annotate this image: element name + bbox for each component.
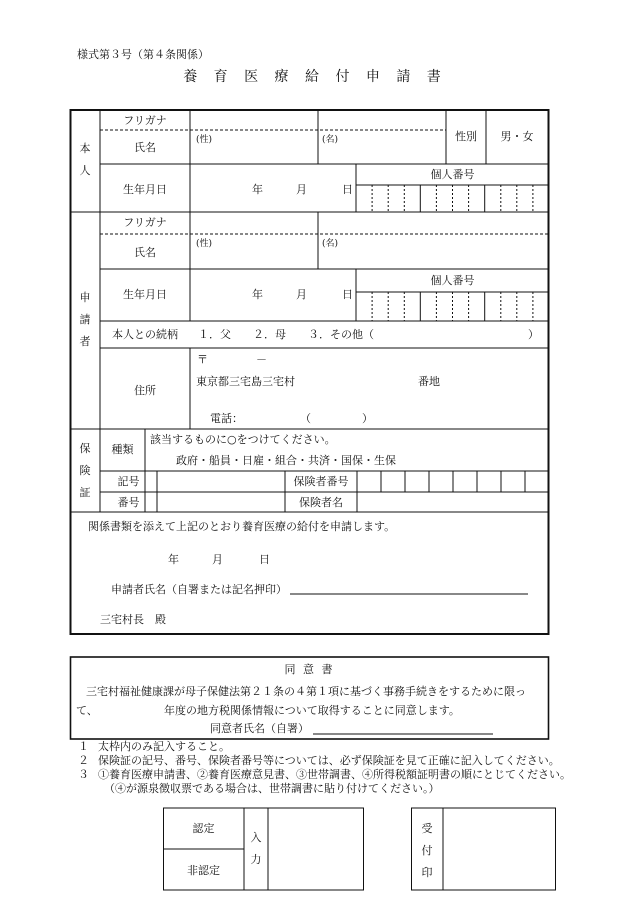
note-number: １ [78, 740, 89, 753]
hokensho-section-label: 保険証 [79, 442, 91, 499]
application-month: 月 [212, 553, 223, 566]
postal-mark: 〒 [197, 353, 208, 366]
phone-close-paren: ） [362, 412, 373, 425]
shinseisha-dob-month: 月 [296, 288, 307, 301]
applicant-sign-field[interactable] [290, 580, 528, 594]
address-prefix: 東京都三宅島三宅村 [196, 375, 295, 388]
shinseisha-furigana-label: フリガナ [123, 216, 167, 229]
relation-options[interactable]: １．父 ２．母 ３．その他（ [198, 328, 374, 341]
insurance-symbol-label: 記号 [117, 475, 140, 488]
address-banchi: 番地 [418, 375, 440, 388]
insurer-name-label: 保険者名 [299, 496, 343, 509]
address-input[interactable] [300, 373, 410, 387]
shinseisha-dob-day: 日 [342, 288, 353, 301]
note-number: ３ [78, 768, 89, 781]
insurance-number-label: 番号 [117, 496, 140, 509]
honnin-dob-year: 年 [252, 183, 263, 196]
consent-fiscal-year-field[interactable] [100, 702, 160, 716]
consent-sign-label: 同意者氏名（自署） [210, 722, 309, 735]
form-number: 様式第３号（第４条関係） [77, 48, 209, 61]
office-not-approved: 非認定 [187, 864, 220, 877]
honnin-sex-label: 性別 [455, 130, 477, 143]
insurance-type-instruction: 該当するものに○をつけてください。 [150, 433, 336, 446]
application-statement: 関係書類を添えて上記のとおり養育医療の給付を申請します。 [88, 520, 396, 533]
honnin-dob-day: 日 [342, 183, 353, 196]
page-title: 養 育 医 療 給 付 申 請 書 [183, 69, 447, 85]
honnin-mynumber-label: 個人番号 [430, 168, 475, 181]
postal-dash: － [256, 353, 267, 366]
shinseisha-dob-year: 年 [252, 288, 263, 301]
consent-sign-field[interactable] [313, 720, 493, 734]
addressee: 三宅村長 殿 [100, 613, 166, 626]
note-text: 保険証の記号、番号、保険者番号等については、必ず保険証を見て正確に記入してください。 [98, 754, 560, 767]
insurance-type-options[interactable]: 政府・船員・日雇・組合・共済・国保・生保 [176, 454, 396, 467]
honnin-section-label: 本人 [79, 142, 91, 177]
honnin-dob-label: 生年月日 [123, 183, 167, 196]
honnin-name-label: 氏名 [134, 141, 156, 154]
honnin-mei: (名) [322, 135, 339, 145]
consent-title: 同 意 書 [284, 663, 335, 676]
shinseisha-sei: (性) [196, 239, 213, 249]
application-day: 日 [259, 553, 270, 566]
note-number: ２ [78, 754, 89, 767]
application-year: 年 [168, 553, 179, 566]
honnin-sei: (性) [196, 135, 213, 145]
insurance-symbol-field[interactable] [158, 473, 284, 491]
shinseisha-name-label: 氏名 [134, 246, 156, 259]
insurer-number-label: 保険者番号 [293, 475, 349, 488]
shinseisha-mynumber-label: 個人番号 [430, 274, 475, 287]
consent-line1: 三宅村福祉健康課が母子保健法第２１条の４第１項に基づく事務手続きをするために限っ [86, 685, 526, 698]
address-label: 住所 [134, 384, 156, 397]
shinseisha-mynumber-field[interactable] [358, 294, 548, 320]
shinseisha-dob-label: 生年月日 [123, 288, 167, 301]
honnin-sex-options[interactable]: 男・女 [500, 130, 534, 143]
insurance-type-label: 種類 [111, 443, 134, 456]
phone-label: 電話： [210, 412, 243, 425]
consent-line2-prefix: て、 [76, 704, 98, 717]
honnin-furigana-label: フリガナ [123, 114, 167, 127]
office-received-stamp: 受付印 [421, 822, 433, 879]
note-text: 太枠内のみ記入すること。 [98, 740, 230, 753]
office-approved: 認定 [192, 822, 215, 835]
applicant-sign-label: 申請者氏名（自署または記名押印） [111, 583, 287, 596]
office-input: 入力 [250, 831, 262, 866]
insurance-number-field[interactable] [158, 494, 284, 511]
phone-open-paren: （ [300, 412, 311, 425]
relation-close-paren: ） [528, 328, 539, 341]
consent-line2: 年度の地方税関係情報について取得することに同意します。 [164, 704, 460, 717]
relation-label: 本人との続柄 [112, 328, 178, 341]
honnin-mynumber-field[interactable] [358, 187, 548, 211]
shinseisha-mei: (名) [322, 239, 339, 249]
insurer-name-field[interactable] [358, 494, 548, 511]
note-text: （④が源泉徴収票である場合は、世帯調書に貼り付けてください。） [104, 782, 440, 795]
shinseisha-section-label: 申請者 [79, 291, 91, 348]
honnin-dob-month: 月 [296, 183, 307, 196]
note-text: ①養育医療申請書、②養育医療意見書、③世帯調書、④所得税額証明書の順にとじてください。 [98, 768, 571, 781]
